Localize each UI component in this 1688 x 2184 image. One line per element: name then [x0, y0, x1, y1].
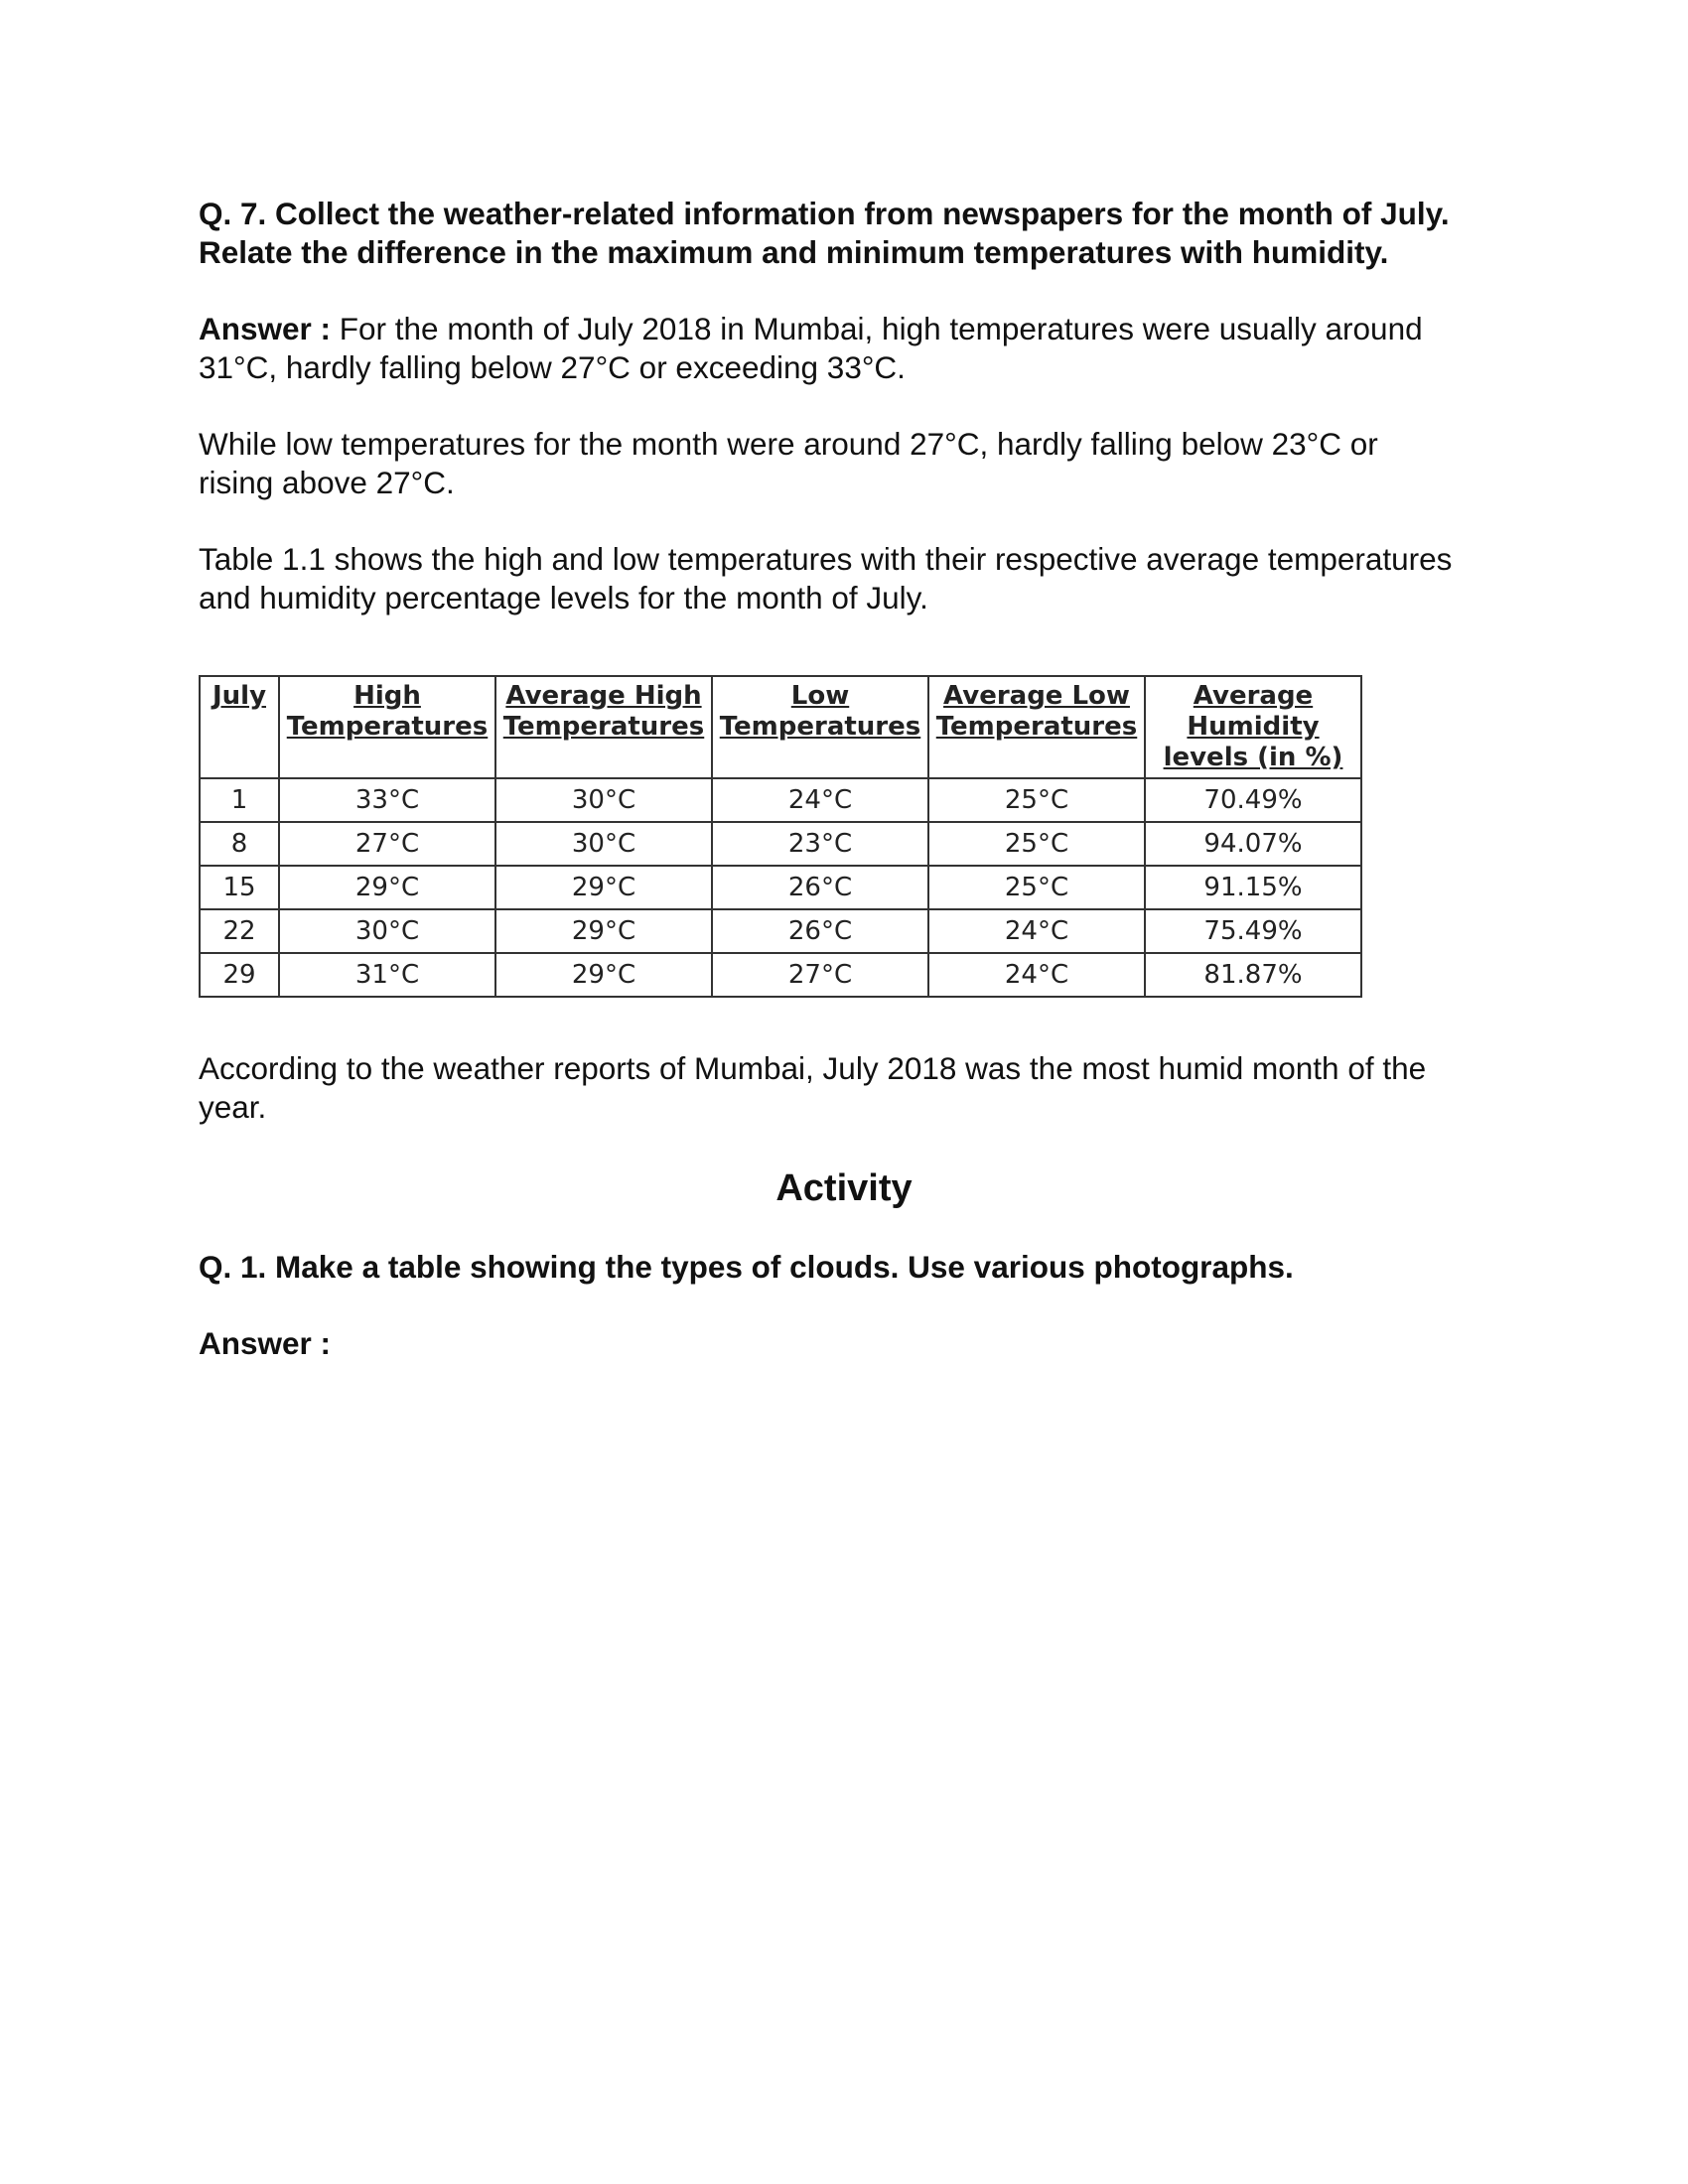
table-row: [200, 909, 1361, 953]
weather-table-wrapper: [199, 675, 1460, 998]
header-july: July: [200, 676, 279, 778]
table-header-row: [200, 676, 1361, 778]
header-low-temperatures: Low Temperatures: [712, 676, 928, 778]
header-average-humidity: Average Humidity levels (in %): [1145, 676, 1361, 778]
cell-avg-high: 30°C: [495, 822, 712, 866]
cell-high: 29°C: [279, 866, 495, 909]
cell-day: 29: [200, 953, 279, 997]
cell-humidity: 75.49%: [1145, 909, 1361, 953]
cell-low: 26°C: [712, 866, 928, 909]
humid-month-paragraph: According to the weather reports of Mumbai, July 2018 was the most humid month of the year.: [199, 1050, 1427, 1125]
cell-day: 15: [200, 866, 279, 909]
cell-humidity: 81.87%: [1145, 953, 1361, 997]
weather-table: [199, 675, 1362, 998]
table-row: [200, 822, 1361, 866]
table-row: [200, 953, 1361, 997]
low-temperature-paragraph: While low temperatures for the month were around 27°C, hardly falling below 23°C or rising above 27°C.: [199, 426, 1378, 500]
header-average-low-temperatures: Average Low Temperatures: [928, 676, 1145, 778]
question-7: Q. 7. Collect the weather-related information from newspapers for the month of July. Relate the difference in the maximum and minimum temperatures with humidity.: [199, 196, 1450, 270]
activity-question-1: Q. 1. Make a table showing the types of clouds. Use various photographs.: [199, 1249, 1294, 1285]
cell-avg-high: 30°C: [495, 778, 712, 822]
cell-low: 27°C: [712, 953, 928, 997]
cell-day: 8: [200, 822, 279, 866]
cell-humidity: 91.15%: [1145, 866, 1361, 909]
cell-avg-low: 25°C: [928, 822, 1145, 866]
cell-high: 30°C: [279, 909, 495, 953]
document-page: [199, 195, 1460, 1363]
answer-label: Answer :: [199, 311, 332, 346]
header-high-temperatures: High Temperatures: [279, 676, 495, 778]
cell-avg-high: 29°C: [495, 953, 712, 997]
cell-avg-low: 24°C: [928, 953, 1145, 997]
table-row: [200, 778, 1361, 822]
cell-avg-high: 29°C: [495, 866, 712, 909]
cell-low: 23°C: [712, 822, 928, 866]
cell-low: 26°C: [712, 909, 928, 953]
cell-day: 1: [200, 778, 279, 822]
table-row: [200, 866, 1361, 909]
cell-avg-low: 25°C: [928, 866, 1145, 909]
activity-heading: Activity: [775, 1167, 913, 1209]
table-intro-paragraph: Table 1.1 shows the high and low temperatures with their respective average temperatures and humidity percentage levels for the month of July.: [199, 541, 1453, 615]
cell-humidity: 94.07%: [1145, 822, 1361, 866]
cell-avg-low: 24°C: [928, 909, 1145, 953]
cell-day: 22: [200, 909, 279, 953]
header-average-high-temperatures: Average High Temperatures: [495, 676, 712, 778]
cell-avg-low: 25°C: [928, 778, 1145, 822]
cell-avg-high: 29°C: [495, 909, 712, 953]
cell-high: 27°C: [279, 822, 495, 866]
cell-low: 24°C: [712, 778, 928, 822]
answer-text: For the month of July 2018 in Mumbai, high temperatures were usually around 31°C, hardly falling below 27°C or exceeding 33°C.: [199, 311, 1423, 385]
cell-high: 33°C: [279, 778, 495, 822]
cell-high: 31°C: [279, 953, 495, 997]
cell-humidity: 70.49%: [1145, 778, 1361, 822]
activity-answer-label: Answer :: [199, 1325, 332, 1361]
answer-paragraph: [199, 310, 1460, 387]
